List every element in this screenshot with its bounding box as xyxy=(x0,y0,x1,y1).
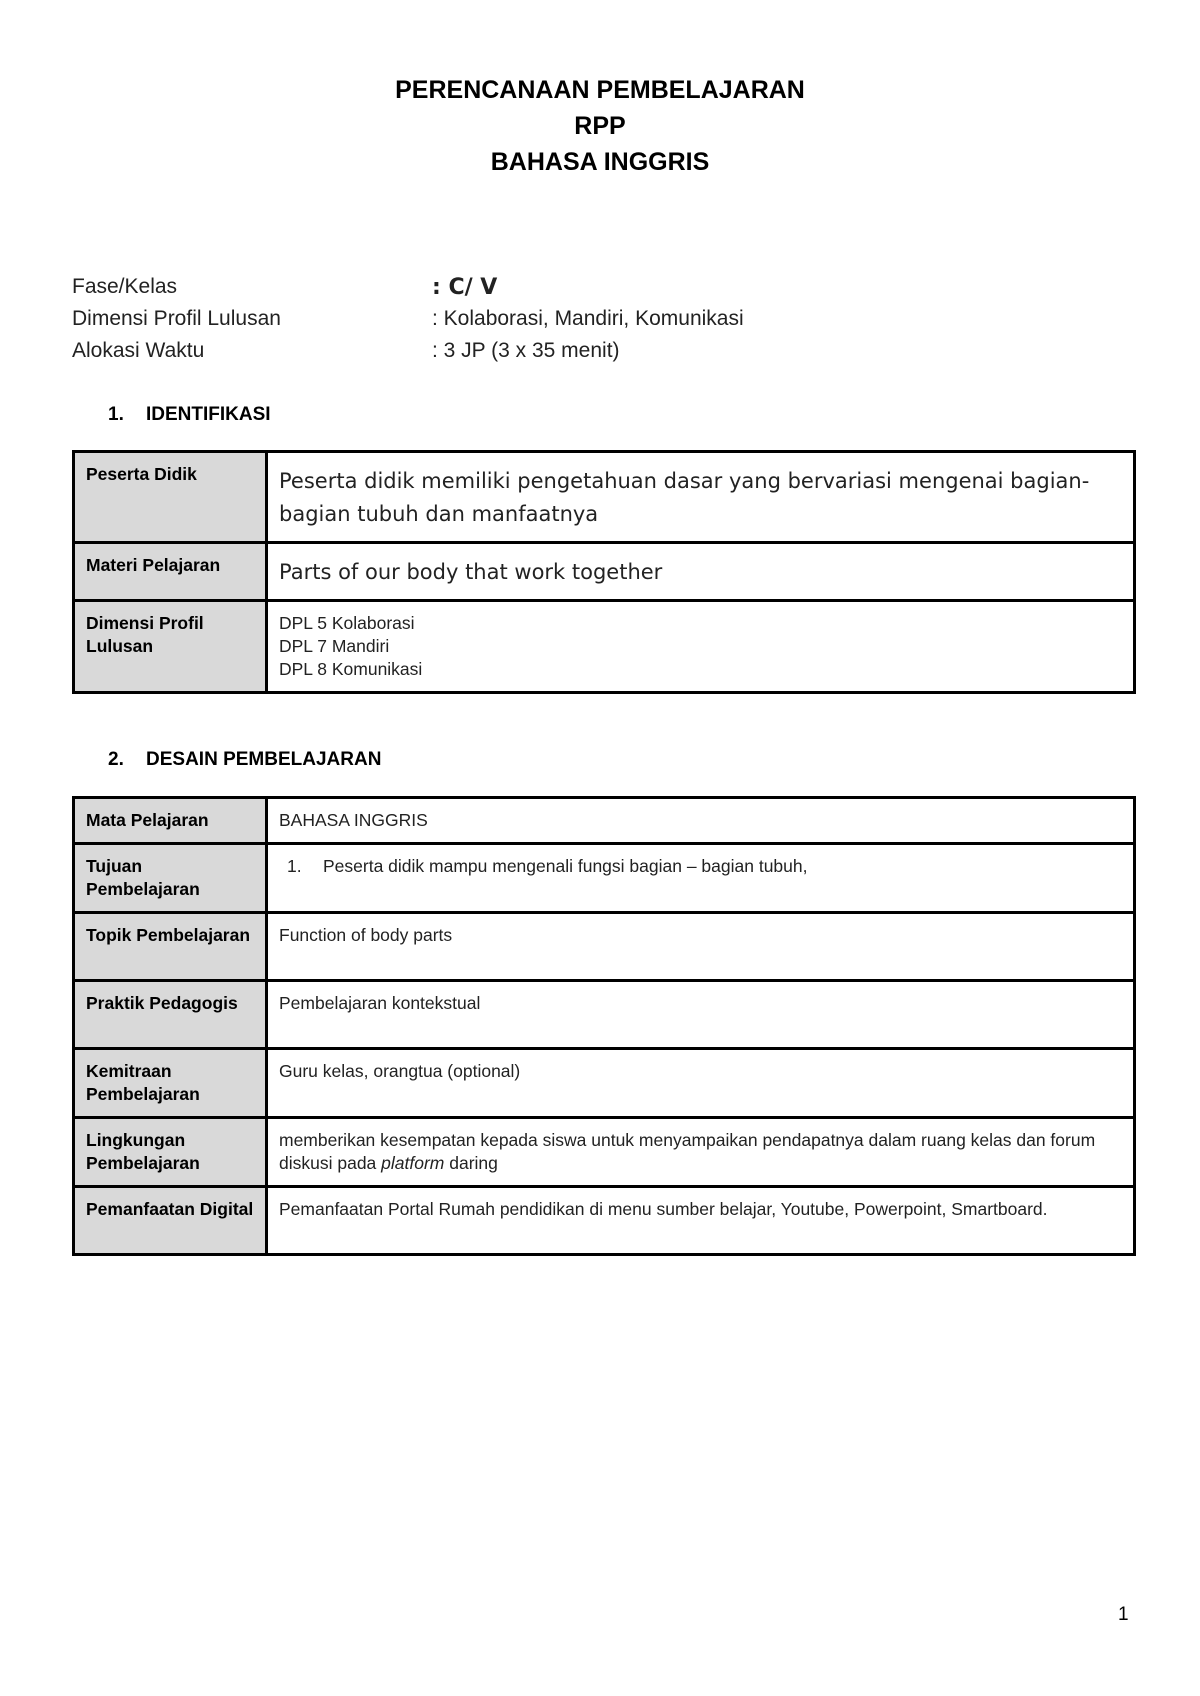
meta-value: : C/ V xyxy=(432,274,498,300)
row-label: Praktik Pedagogis xyxy=(74,981,267,1049)
table-row xyxy=(74,1049,1135,1118)
section-number: 1. xyxy=(108,404,124,425)
section-title: IDENTIFIKASI xyxy=(146,404,271,425)
value-italic-text: platform xyxy=(381,1153,445,1173)
row-label: Tujuan Pembelajaran xyxy=(74,844,267,913)
page-number: 1 xyxy=(1118,1604,1129,1625)
section-title: DESAIN PEMBELAJARAN xyxy=(146,749,382,770)
section-heading-desain xyxy=(108,749,381,771)
dpl-item: DPL 8 Komunikasi xyxy=(279,659,423,679)
tujuan-list-item xyxy=(279,855,1122,878)
row-label: Peserta Didik xyxy=(74,452,267,543)
table-row xyxy=(74,1118,1135,1187)
row-label: Mata Pelajaran xyxy=(74,798,267,844)
row-label: Kemitraan Pembelajaran xyxy=(74,1049,267,1118)
list-text: Peserta didik mampu mengenali fungsi bagian – bagian tubuh, xyxy=(323,856,808,876)
document-meta xyxy=(72,271,1132,367)
row-value: Pemanfaatan Portal Rumah pendidikan di menu sumber belajar, Youtube, Powerpoint, Smartboard. xyxy=(267,1187,1135,1255)
value-text: daring xyxy=(444,1153,498,1173)
title-line-3: BAHASA INGGRIS xyxy=(490,148,710,176)
title-line-1: PERENCANAAN PEMBELAJARAN xyxy=(395,76,805,104)
table-row xyxy=(74,601,1135,693)
row-label: Materi Pelajaran xyxy=(74,543,267,601)
row-label: Dimensi Profil Lulusan xyxy=(74,601,267,693)
meta-label: Alokasi Waktu xyxy=(72,339,205,362)
document-title xyxy=(0,72,1200,180)
row-value: BAHASA INGGRIS xyxy=(267,798,1135,844)
meta-row-fase xyxy=(72,271,1132,303)
value-text: memberikan kesempatan kepada siswa untuk menyampaikan pendapatnya dalam ruang kelas dan forum diskusi pada xyxy=(279,1130,1096,1173)
desain-table xyxy=(72,796,1136,1256)
table-row xyxy=(74,913,1135,981)
row-value: Guru kelas, orangtua (optional) xyxy=(267,1049,1135,1118)
row-value: Parts of our body that work together xyxy=(267,543,1135,601)
dpl-item: DPL 7 Mandiri xyxy=(279,636,390,656)
row-label: Topik Pembelajaran xyxy=(74,913,267,981)
meta-value: : 3 JP (3 x 35 menit) xyxy=(432,339,620,362)
table-row xyxy=(74,543,1135,601)
table-row xyxy=(74,844,1135,913)
dpl-item: DPL 5 Kolaborasi xyxy=(279,613,415,633)
table-row xyxy=(74,798,1135,844)
meta-value: : Kolaborasi, Mandiri, Komunikasi xyxy=(432,307,744,330)
meta-row-alokasi xyxy=(72,335,1132,367)
table-row xyxy=(74,1187,1135,1255)
row-value xyxy=(267,1118,1135,1187)
identifikasi-table xyxy=(72,450,1136,694)
table-row xyxy=(74,981,1135,1049)
row-label: Lingkungan Pembelajaran xyxy=(74,1118,267,1187)
row-value xyxy=(267,844,1135,913)
table-row xyxy=(74,452,1135,543)
row-value: Peserta didik memiliki pengetahuan dasar yang bervariasi mengenai bagian-bagian tubuh dan manfaatnya xyxy=(267,452,1135,543)
title-line-2: RPP xyxy=(574,112,626,140)
meta-label: Fase/Kelas xyxy=(72,275,178,298)
row-value xyxy=(267,601,1135,693)
meta-label: Dimensi Profil Lulusan xyxy=(72,307,281,330)
meta-row-dimensi xyxy=(72,303,1132,335)
row-value: Function of body parts xyxy=(267,913,1135,981)
section-heading-identifikasi xyxy=(108,404,271,426)
list-number: 1. xyxy=(287,856,302,876)
row-value: Pembelajaran kontekstual xyxy=(267,981,1135,1049)
section-number: 2. xyxy=(108,749,124,770)
row-label: Pemanfaatan Digital xyxy=(74,1187,267,1255)
